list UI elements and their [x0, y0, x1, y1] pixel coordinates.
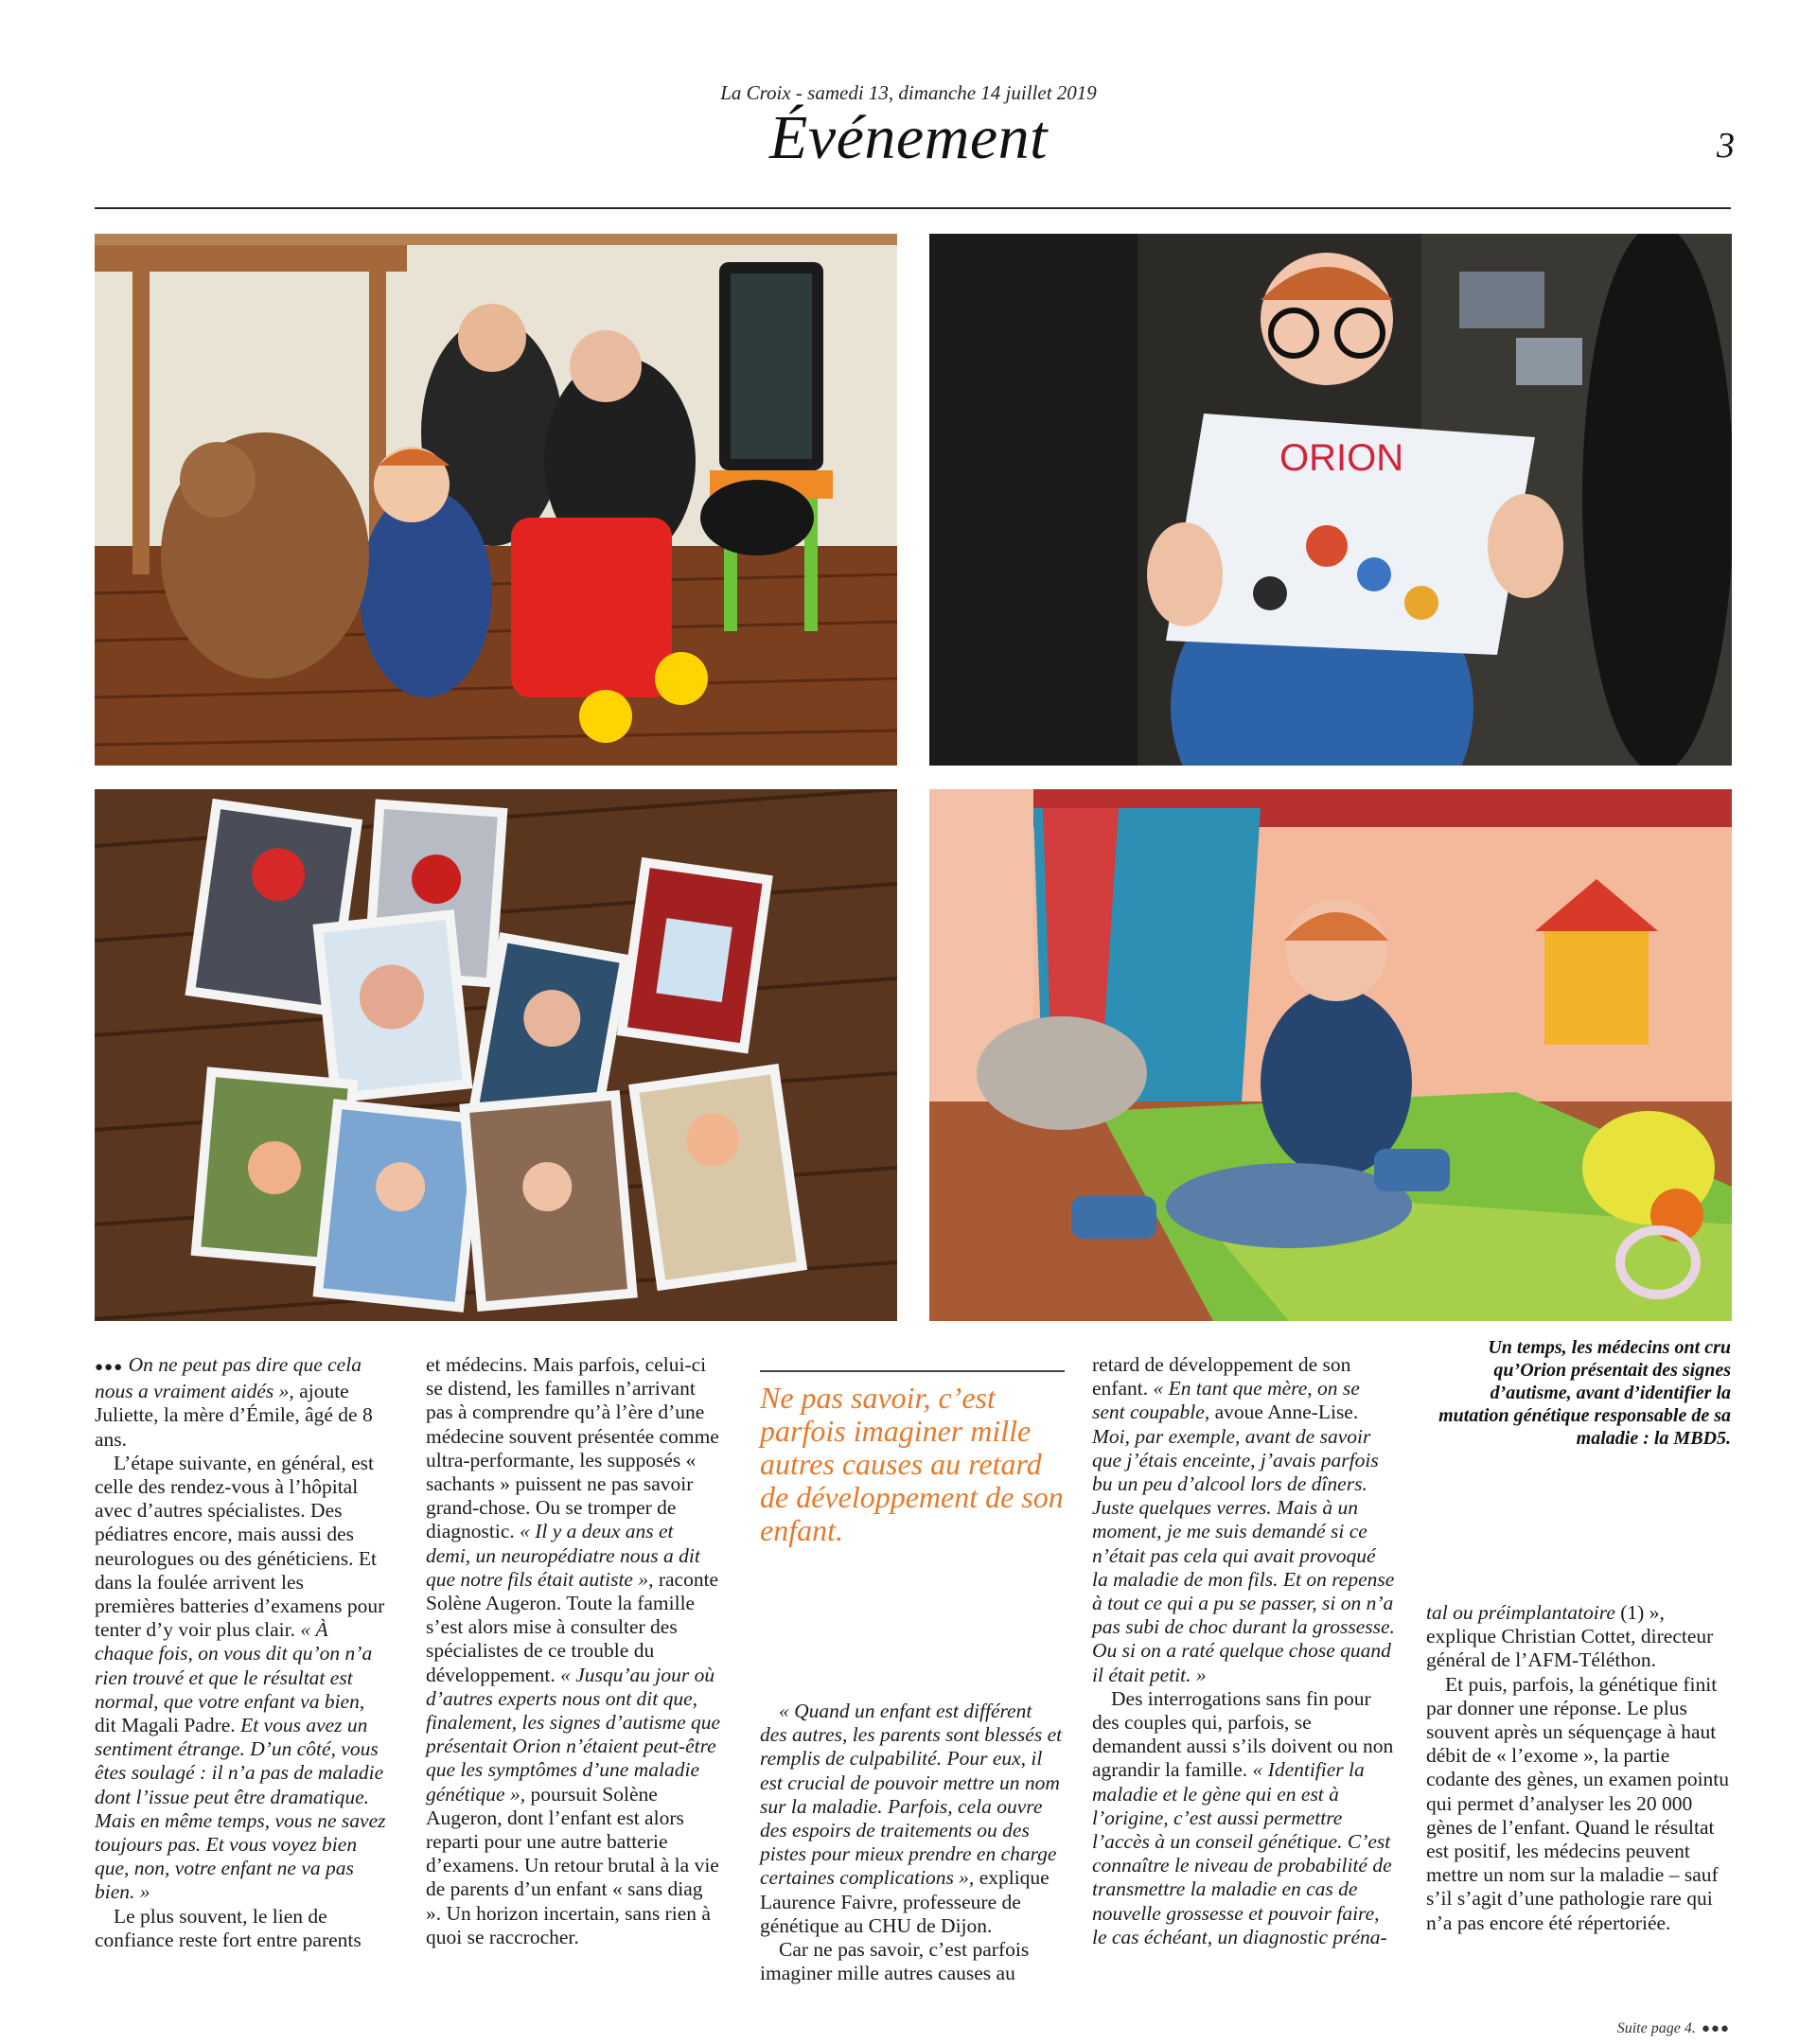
article-text: dit Magali Padre.	[95, 1714, 241, 1737]
article-paragraph	[1092, 1353, 1395, 1687]
boy-playing-photo	[929, 789, 1732, 1321]
article-column-3	[760, 1700, 1063, 1985]
article-column-4	[1092, 1353, 1395, 1949]
article-column-5	[1426, 1601, 1731, 1935]
article-text: Car ne pas savoir, c’est parfois imaginer mille autres causes au	[760, 1938, 1030, 1985]
article-text: et médecins. Mais parfois, celui-ci se distend, les familles n’arrivant pas à comprendre qu’à l’ère d’une médecine souvent présentée comme ultra-performante, les supposés « sachants » puissent ne pas savoir grand-chose. Ou se tromper de diagnostic.	[426, 1353, 719, 1543]
article-text: retard de développement de son enfant.	[1092, 1353, 1351, 1401]
article-text: Et puis, parfois, la génétique finit par donner une réponse. Le plus souvent après un séquençage à haut débit de « l’exome », la partie codante des gènes, un examen pointu qui permet d’analyser les 20 000 gènes de l’enfant. Quand le résultat est positif, les médecins peuvent mettre un nom sur la maladie – sauf s’il s’agit d’une pathologie rare qui n’a pas encore été répertoriée.	[1426, 1672, 1730, 1934]
article-text: raconte Solène Augeron. Toute la famille s’est alors mise à consulter des spécialistes de ce trouble du développement.	[426, 1567, 719, 1686]
section-title: Événement	[769, 103, 1048, 172]
quote: tal ou préimplantatoire	[1426, 1601, 1615, 1624]
pullquote-rule	[760, 1370, 1065, 1372]
continuation-bullets: ●●●	[95, 1360, 124, 1375]
article-paragraph	[426, 1353, 721, 1949]
article-paragraph	[760, 1938, 1063, 1985]
article-text: (1) », explique Christian Cottet, directeur général de l’AFM-Téléthon.	[1426, 1601, 1714, 1672]
childhood-photos-spread-photo	[95, 789, 897, 1321]
quote: « Identifier la maladie et le gène qui en est à l’origine, c’est aussi permettre l’accès à un conseil génétique. C’est connaître le niveau de probabilité de transmettre la maladie en cas de nouvelle grossesse et pouvoir faire, le cas échéant, un diagnostic préna-	[1092, 1758, 1392, 1948]
newspaper-date-line: La Croix - samedi 13, dimanche 14 juillet 2019	[720, 81, 1097, 104]
family-playing-photo	[95, 234, 897, 766]
page-number: 3	[1717, 126, 1735, 166]
article-text: avoue Anne-Lise.	[1209, 1401, 1359, 1424]
article-text: Le plus souvent, le lien de confiance reste fort entre parents	[95, 1904, 362, 1951]
article-text: poursuit Solène Augeron, dont l’enfant est alors reparti pour une autre batterie d’examens. Un retour brutal à la vie de parents d’un enfant « sans diag ». Un horizon incertain, sans rien à quoi se raccrocher.	[426, 1782, 719, 1948]
quote: « À chaque fois, on vous dit qu’on n’a rien trouvé et que le résultat est normal, que votre enfant va bien,	[95, 1618, 373, 1713]
article-paragraph	[95, 1452, 388, 1905]
article-text: Des interrogations sans fin pour des couples qui, parfois, se demandent aussi s’ils doivent ou non agrandir la famille.	[1092, 1686, 1394, 1782]
boy-with-drawing-photo	[929, 234, 1732, 766]
article-text: ajoute Juliette, la mère d’Émile, âgé de 8 ans.	[95, 1380, 373, 1451]
article-column-1	[95, 1353, 388, 1952]
quote: « Jusqu’au jour où d’autres experts nous ont dit que, finalement, les signes d’autisme que présentait Orion n’étaient peut-être que les symptômes d’une maladie génétique »,	[426, 1663, 721, 1806]
article-paragraph	[95, 1905, 388, 1952]
svg-text:ORION: ORION	[1279, 437, 1404, 479]
suite-text: Suite page 4.	[1616, 2020, 1696, 2036]
photo-caption: Un temps, les médecins ont cru qu’Orion présentait des signes d’autisme, avant d’identifier la mutation génétique responsable de sa maladie : la MBD5.	[1438, 1337, 1731, 1449]
article-text: L’étape suivante, en général, est celle des rendez-vous à l’hôpital avec d’autres spécialistes. Des pédiatres encore, mais aussi des neurologues ou des généticiens. Et dans la foulée arrivent les premières batteries d’examens pour tenter d’y voir plus clair.	[95, 1451, 385, 1642]
continuation-bullets: ●●●	[1701, 2021, 1730, 2036]
header-rule	[95, 207, 1731, 209]
quote: « En tant que mère, on se sent coupable,	[1092, 1377, 1360, 1424]
quote: Et vous avez un sentiment étrange. D’un côté, vous êtes soulagé : il n’a pas de maladie dont l’issue peut être dramatique. Mais en même temps, vous ne savez toujours pas. Et vous voyez bien que, non, votre enfant ne va pas bien. »	[95, 1714, 386, 1904]
article-paragraph	[95, 1353, 388, 1452]
article-paragraph	[760, 1700, 1063, 1938]
continued-on-page-note	[1617, 2020, 1730, 2037]
quote: « Il y a deux ans et demi, un neuropédiatre nous a dit que notre fils était autiste »,	[426, 1520, 700, 1591]
article-column-2	[426, 1353, 721, 1949]
pull-quote: Ne pas savoir, c’est parfois imaginer mille autres causes au retard de développement de son enfant.	[760, 1381, 1064, 1547]
article-paragraph	[1426, 1601, 1731, 1673]
quote: Moi, par exemple, avant de savoir que j’étais enceinte, j’avais parfois bu un peu d’alcool lors de dîners. Juste quelques verres. Mais à un moment, je me suis demandé si ce n’était pas cela qui avait provoqué la maladie de mon fils. Et on repense à tout ce qui a pu se passer, si on n’a pas subi de choc durant la grossesse. Ou si on a raté quelque chose quand il était petit. »	[1092, 1424, 1395, 1686]
article-paragraph	[1426, 1673, 1731, 1935]
article-paragraph	[1092, 1687, 1395, 1949]
quote: On ne peut pas dire que cela nous a vraiment aidés »,	[95, 1353, 362, 1403]
quote: « Quand un enfant est différent des autres, les parents sont blessés et remplis de culpabilité. Pour eux, il est crucial de pouvoir mettre un nom sur la maladie. Parfois, cela ouvre des espoirs de traitements ou des pistes pour mieux prendre en charge certaines complications »,	[760, 1700, 1063, 1890]
article-text: explique Laurence Faivre, professeure de génétique au CHU de Dijon.	[760, 1866, 1050, 1937]
